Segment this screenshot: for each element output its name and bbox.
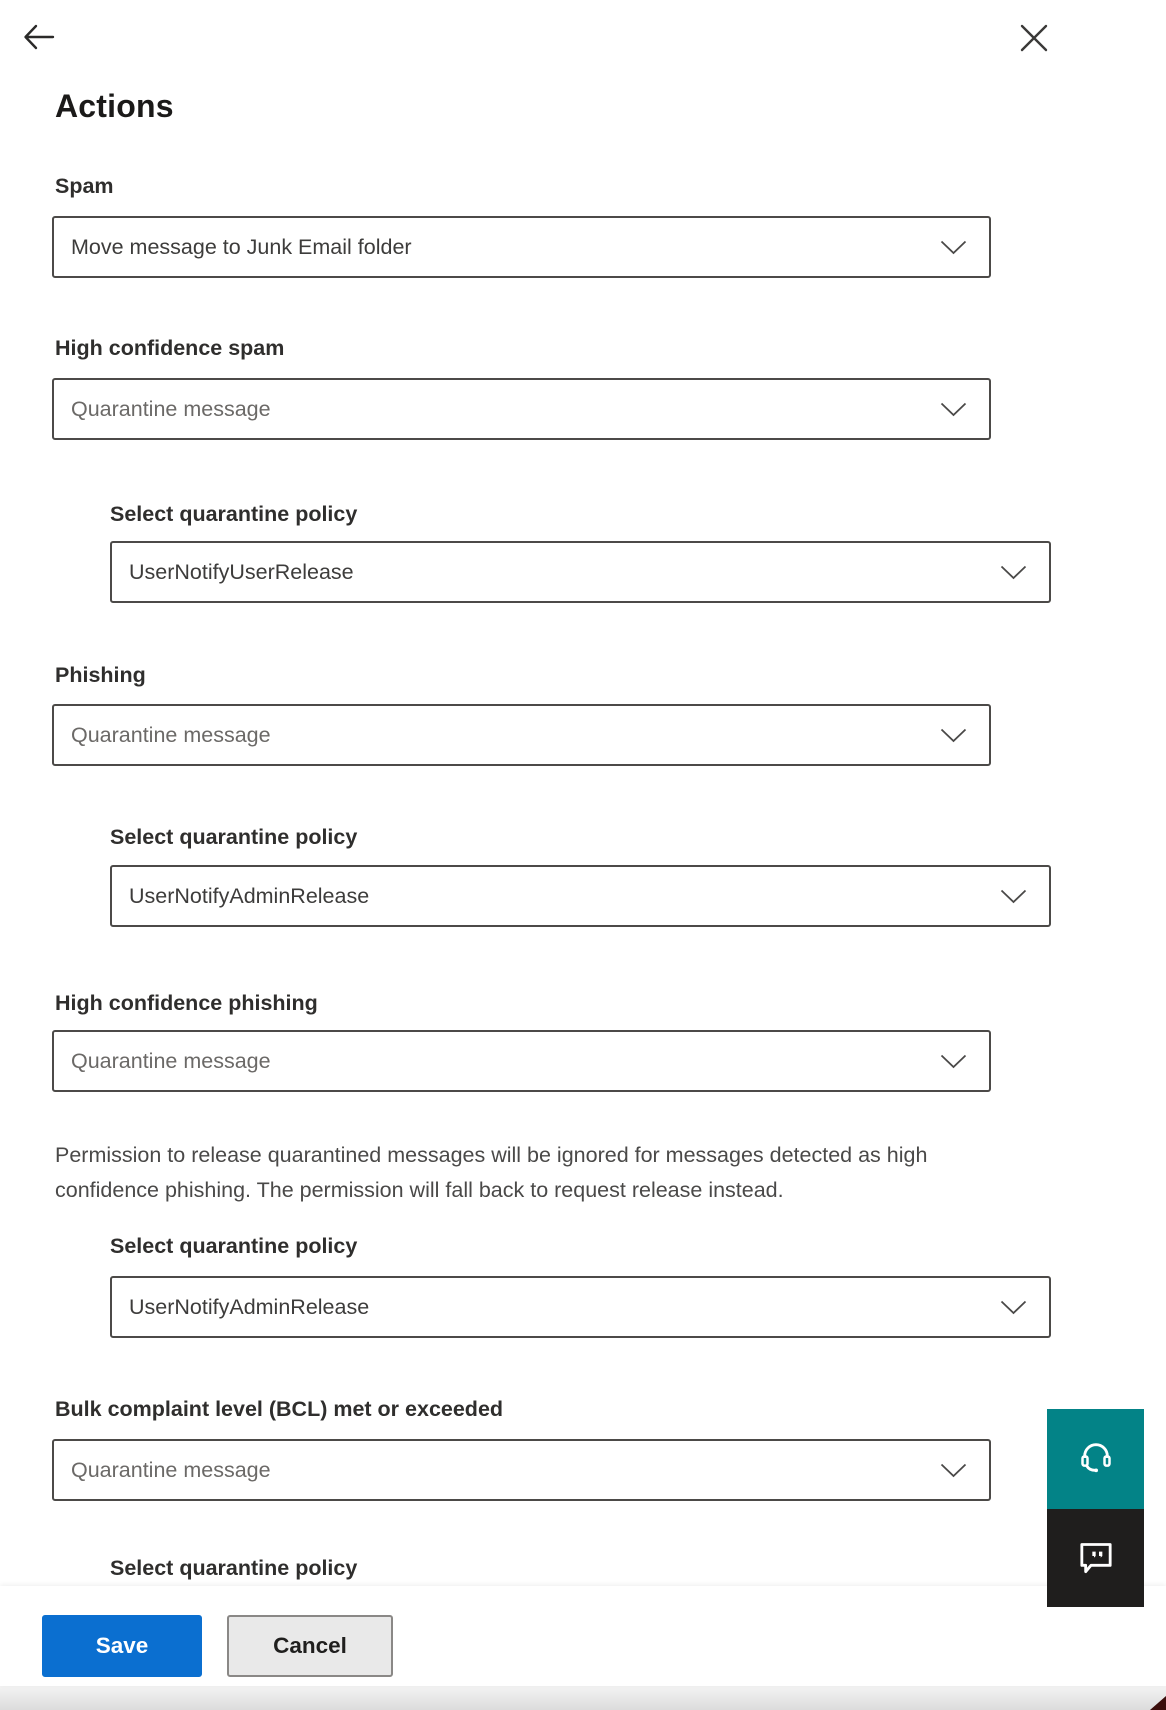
quarantine-policy-dropdown-spam[interactable] bbox=[110, 541, 1051, 603]
dropdown-value: Move message to Junk Email folder bbox=[71, 234, 412, 259]
field-label-phishing: Phishing bbox=[55, 663, 146, 687]
field-label-spam: Spam bbox=[55, 174, 114, 198]
help-button[interactable] bbox=[1047, 1409, 1144, 1509]
feedback-button[interactable] bbox=[1047, 1509, 1144, 1607]
high-confidence-spam-action-dropdown[interactable] bbox=[52, 378, 991, 440]
bcl-action-dropdown[interactable] bbox=[52, 1439, 991, 1501]
dropdown-value: UserNotifyAdminRelease bbox=[129, 883, 370, 908]
arrow-left-icon bbox=[20, 42, 58, 57]
high-confidence-phishing-action-dropdown[interactable] bbox=[52, 1030, 991, 1092]
close-icon bbox=[1018, 42, 1050, 57]
field-label-high-confidence-spam: High confidence spam bbox=[55, 336, 285, 360]
chevron-down-icon bbox=[940, 1463, 967, 1478]
field-label-high-confidence-phishing: High confidence phishing bbox=[55, 991, 318, 1015]
field-label-select-quarantine-policy-clipped: Select quarantine policy bbox=[110, 1556, 358, 1580]
chevron-down-icon bbox=[1000, 1300, 1027, 1315]
cancel-button[interactable]: Cancel bbox=[227, 1615, 393, 1677]
dropdown-value: Quarantine message bbox=[71, 1048, 271, 1073]
save-button[interactable]: Save bbox=[42, 1615, 202, 1677]
field-label-bcl: Bulk complaint level (BCL) met or exceeded bbox=[55, 1397, 504, 1421]
chevron-down-icon bbox=[1000, 889, 1027, 904]
chevron-down-icon bbox=[1000, 565, 1027, 580]
dropdown-value: Quarantine message bbox=[71, 722, 271, 747]
field-label-select-quarantine-policy: Select quarantine policy bbox=[110, 825, 358, 849]
quarantine-policy-dropdown-phishing[interactable] bbox=[110, 865, 1051, 927]
field-label-select-quarantine-policy: Select quarantine policy bbox=[110, 1234, 358, 1258]
dropdown-value: UserNotifyAdminRelease bbox=[129, 1294, 370, 1319]
page-title: Actions bbox=[55, 88, 174, 124]
spam-action-dropdown[interactable] bbox=[52, 216, 991, 278]
footer-bar bbox=[0, 1586, 1166, 1686]
back-button[interactable] bbox=[20, 20, 58, 54]
feedback-bubble-icon bbox=[1076, 1537, 1116, 1580]
field-label-select-quarantine-policy: Select quarantine policy bbox=[110, 502, 358, 526]
phishing-action-dropdown[interactable] bbox=[52, 704, 991, 766]
chevron-down-icon bbox=[940, 728, 967, 743]
chevron-down-icon bbox=[940, 240, 967, 255]
chevron-down-icon bbox=[940, 402, 967, 417]
headset-icon bbox=[1076, 1438, 1116, 1481]
dropdown-value: Quarantine message bbox=[71, 396, 271, 421]
page-bottom-strip bbox=[0, 1686, 1166, 1710]
quarantine-policy-dropdown-high-confidence-phishing[interactable] bbox=[110, 1276, 1051, 1338]
chevron-down-icon bbox=[940, 1054, 967, 1069]
dropdown-value: Quarantine message bbox=[71, 1457, 271, 1482]
close-button[interactable] bbox=[1018, 22, 1050, 54]
dropdown-value: UserNotifyUserRelease bbox=[129, 559, 354, 584]
high-confidence-phishing-note: Permission to release quarantined messages will be ignored for messages detected as high confidence phishing. The permission will fall back to request release instead. bbox=[55, 1143, 928, 1202]
